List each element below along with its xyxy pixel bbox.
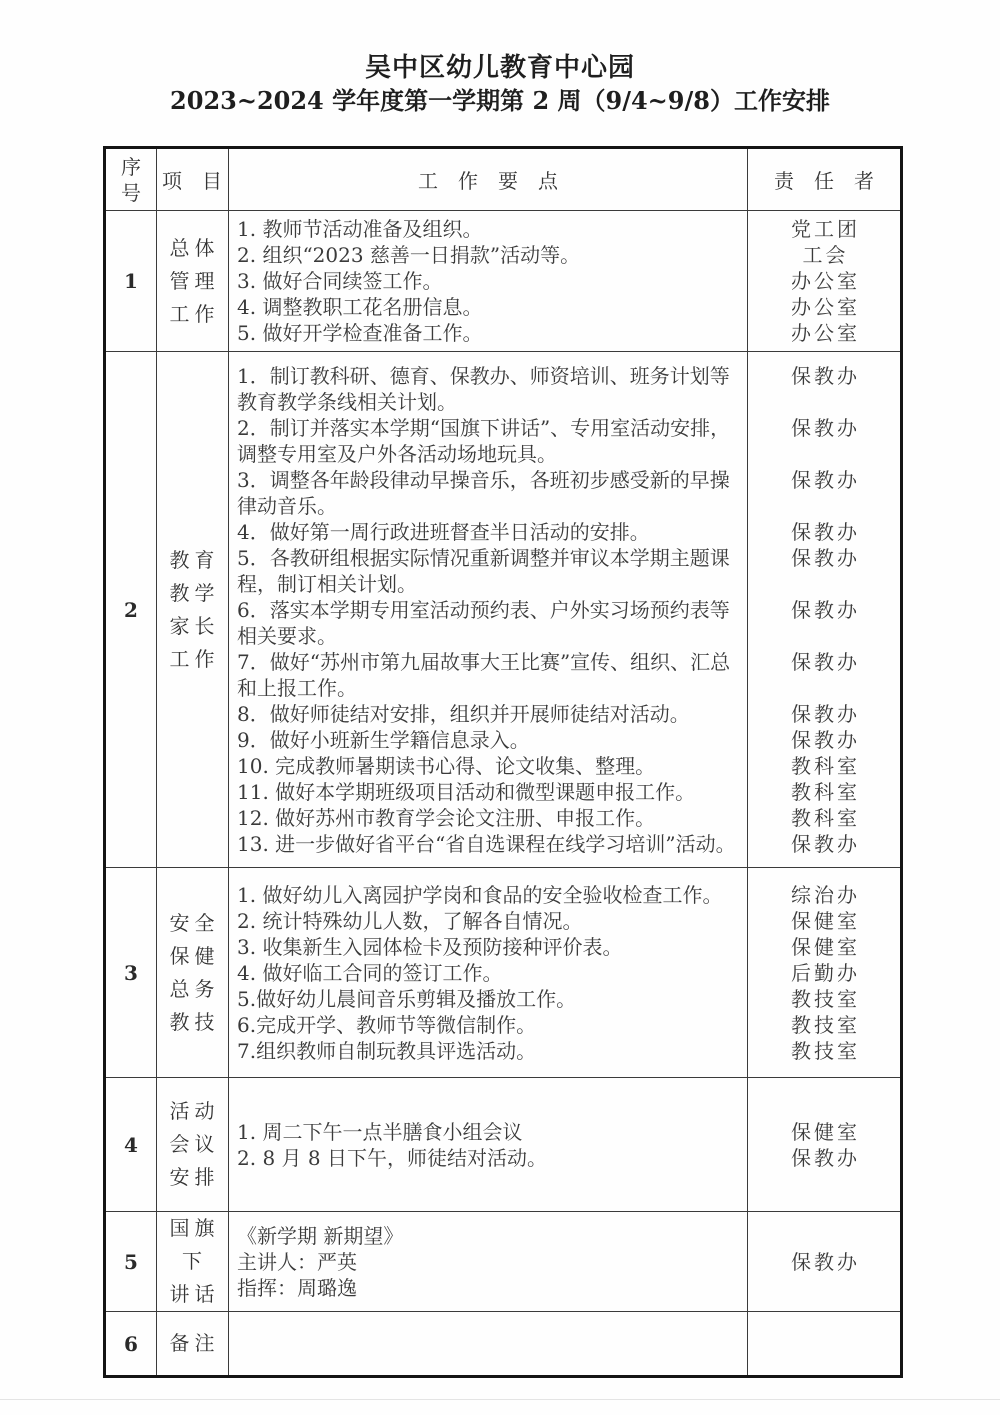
- entries-cell: [228, 1212, 900, 1311]
- table-row: [106, 210, 900, 351]
- work-entry: [228, 216, 900, 242]
- column-divider: [156, 1078, 157, 1211]
- work-entry: [228, 986, 900, 1012]
- project-line: 讲话: [169, 1282, 220, 1306]
- work-entry: [228, 805, 900, 831]
- work-entry: [228, 831, 900, 857]
- work-point-text: 2. 组织“2023 慈善一日捐款”活动等。: [237, 243, 581, 267]
- work-point-text: 7．做好“苏州市第九届故事大王比赛”宣传、组织、汇总和上报工作。: [237, 649, 731, 700]
- entries-cell: [228, 211, 900, 351]
- responsible-label: 保教办: [791, 1249, 860, 1274]
- column-divider: [747, 352, 748, 867]
- responsible-label: 保教办: [791, 1145, 860, 1170]
- project-line: 家长: [169, 613, 220, 638]
- work-point-text: 《新学期 新期望》: [237, 1223, 404, 1248]
- responsible-label: 办公室: [791, 321, 860, 345]
- row-number: 5: [124, 1249, 138, 1274]
- work-entry: [228, 908, 900, 934]
- column-divider: [747, 1212, 748, 1311]
- title-block: [0, 52, 1000, 116]
- responsible-label: 教科室: [791, 753, 860, 778]
- responsible-label: 办公室: [791, 295, 860, 319]
- column-divider: [747, 868, 748, 1077]
- project-line: 教学: [169, 580, 220, 605]
- responsible-label: 保教办: [791, 545, 860, 570]
- header-owner: [748, 149, 900, 210]
- project-line: 下: [182, 1249, 207, 1273]
- work-point-text: 5．各教研组根据实际情况重新调整并审议本学期主题课程，制订相关计划。: [237, 545, 730, 596]
- entries-cell: [228, 352, 900, 867]
- responsible-label: 保健室: [791, 934, 860, 959]
- column-divider: [156, 1312, 157, 1375]
- work-entry: [228, 320, 900, 346]
- responsible-label: 教科室: [791, 805, 860, 830]
- responsible-label: 保教办: [791, 363, 860, 388]
- project-cell: [156, 1312, 228, 1375]
- column-divider: [747, 1312, 748, 1375]
- header-index-label: 序号: [121, 154, 141, 205]
- work-entry: [228, 882, 900, 908]
- project-line: 安全: [169, 910, 220, 935]
- work-entry: [228, 1038, 900, 1064]
- table-row: [106, 351, 900, 867]
- project-line: 管理: [169, 268, 220, 293]
- work-point-text: 2. 统计特殊幼儿人数，了解各自情况。: [237, 908, 583, 933]
- work-entry: [228, 960, 900, 986]
- row-number: 6: [124, 1331, 138, 1356]
- responsible-label: 工会: [802, 243, 849, 267]
- table-body: [106, 210, 900, 1375]
- project-line: 总体: [169, 235, 220, 260]
- project-cell: [156, 352, 228, 867]
- entries-cell: [228, 1312, 900, 1375]
- work-schedule-table: [103, 146, 903, 1378]
- table-row: [106, 867, 900, 1077]
- work-point-text: 3．调整各年龄段律动早操音乐，各班初步感受新的早操律动音乐。: [237, 467, 730, 518]
- project-line: 会议: [169, 1132, 220, 1156]
- responsible-label: 党工团: [791, 217, 860, 241]
- work-entry: [228, 1012, 900, 1038]
- responsible-label: 综治办: [791, 882, 860, 907]
- header-item-label: 项 目: [162, 169, 222, 193]
- work-entry: [228, 242, 900, 268]
- page-title: 吴中区幼儿教育中心园: [364, 53, 635, 83]
- work-point-text: 10. 完成教师暑期读书心得、论文收集、整理。: [237, 753, 656, 778]
- responsible-label: 教技室: [791, 986, 860, 1011]
- work-point-text: 9．做好小班新生学籍信息录入。: [237, 727, 530, 752]
- column-divider: [156, 352, 157, 867]
- work-point-text: 1. 做好幼儿入离园护学岗和食品的安全验收检查工作。: [237, 882, 723, 907]
- work-point-text: 4．做好第一周行政进班督查半日活动的安排。: [237, 519, 650, 544]
- responsible-label: 教技室: [791, 1038, 860, 1063]
- project-cell: [156, 1212, 228, 1311]
- project-line: 备注: [169, 1331, 220, 1355]
- responsible-label: 保教办: [791, 415, 860, 440]
- project-cell: [156, 1078, 228, 1211]
- work-point-text: 4. 做好临工合同的签订工作。: [237, 960, 503, 985]
- work-entry: [228, 934, 900, 960]
- page-edge-line: [0, 1399, 1000, 1400]
- work-point-text: 12. 做好苏州市教育学会论文注册、申报工作。: [237, 805, 656, 830]
- work-point-text: 1．制订教科研、德育、保教办、师资培训、班务计划等教育教学条线相关计划。: [237, 363, 730, 414]
- row-number: 4: [124, 1132, 138, 1157]
- work-entry: [228, 415, 900, 467]
- responsible-label: 办公室: [791, 269, 860, 293]
- work-point-text: 指挥：周璐逸: [237, 1275, 357, 1300]
- work-point-text: 7.组织教师自制玩教具评选活动。: [237, 1038, 537, 1063]
- work-entry: [228, 467, 900, 519]
- responsible-label: 教技室: [791, 1012, 860, 1037]
- work-point-text: 主讲人：严英: [237, 1249, 357, 1274]
- work-entry: [228, 363, 900, 415]
- work-entry: [228, 1275, 900, 1301]
- responsible-label: 保教办: [791, 519, 860, 544]
- column-divider: [747, 1078, 748, 1211]
- project-line: 教技: [169, 1009, 220, 1034]
- work-point-text: 1. 周二下午一点半膳食小组会议: [237, 1119, 523, 1144]
- column-divider: [156, 868, 157, 1077]
- column-divider: [156, 211, 157, 351]
- responsible-label: 保教办: [791, 831, 860, 856]
- work-point-text: 11. 做好本学期班级项目活动和微型课题申报工作。: [237, 779, 696, 804]
- work-entry: [228, 1249, 900, 1275]
- work-point-text: 2. 8 月 8 日下午，师徒结对活动。: [237, 1145, 547, 1170]
- column-divider: [228, 352, 229, 867]
- work-point-text: 6．落实本学期专用室活动预约表、户外实习场预约表等相关要求。: [237, 597, 730, 648]
- header-points: [228, 149, 748, 210]
- work-entry: [228, 727, 900, 753]
- responsible-label: 保教办: [791, 597, 860, 622]
- column-divider: [228, 868, 229, 1077]
- work-point-text: 8．做好师徒结对安排，组织并开展师徒结对活动。: [237, 701, 690, 726]
- work-entry: [228, 1119, 900, 1145]
- project-line: 国旗: [169, 1216, 220, 1240]
- work-point-text: 5. 做好开学检查准备工作。: [237, 321, 483, 345]
- row-number: 1: [124, 269, 138, 293]
- column-divider: [228, 1312, 229, 1375]
- responsible-label: 后勤办: [791, 960, 860, 985]
- table-row: [106, 1077, 900, 1211]
- work-point-text: 6.完成开学、教师节等微信制作。: [237, 1012, 537, 1037]
- work-point-text: 2．制订并落实本学期“国旗下讲话”、专用室活动安排，调整专用室及户外各活动场地玩具。: [237, 415, 731, 466]
- work-entry: [228, 1145, 900, 1171]
- column-divider: [156, 1212, 157, 1311]
- work-point-text: 3. 收集新生入园体检卡及预防接种评价表。: [237, 934, 623, 959]
- entries-cell: [228, 868, 900, 1077]
- responsible-label: 保健室: [791, 908, 860, 933]
- work-entry: [228, 701, 900, 727]
- responsible-label: 保教办: [791, 467, 860, 492]
- work-entry: [228, 519, 900, 545]
- work-point-text: 4. 调整教职工花名册信息。: [237, 295, 483, 319]
- table-header-row: [106, 149, 900, 210]
- header-index: [106, 149, 156, 210]
- header-owner-label: 责 任 者: [774, 169, 874, 193]
- work-entry: [228, 649, 900, 701]
- responsible-label: 保教办: [791, 727, 860, 752]
- header-item: [156, 149, 228, 210]
- project-line: 工作: [169, 301, 220, 326]
- work-entry: [228, 597, 900, 649]
- work-point-text: 5.做好幼儿晨间音乐剪辑及播放工作。: [237, 986, 577, 1011]
- page-subtitle: 2023~2024 学年度第一学期第 2 周（9/4~9/8）工作安排: [170, 86, 830, 115]
- work-entry: [228, 753, 900, 779]
- table-row: [106, 1311, 900, 1375]
- work-entry: [228, 268, 900, 294]
- work-entry: [228, 294, 900, 320]
- work-entry: [228, 779, 900, 805]
- work-point-text: 3. 做好合同续签工作。: [237, 269, 443, 293]
- responsible-label: 保健室: [791, 1119, 860, 1144]
- responsible-label: 保教办: [791, 701, 860, 726]
- project-line: 保健: [169, 943, 220, 968]
- project-cell: [156, 868, 228, 1077]
- row-number: 2: [124, 597, 138, 622]
- project-line: 总务: [169, 976, 220, 1001]
- column-divider: [228, 211, 229, 351]
- row-number: 3: [124, 960, 138, 985]
- work-point-text: 13. 进一步做好省平台“省自选课程在线学习培训”活动。: [237, 831, 736, 856]
- work-point-text: 1. 教师节活动准备及组织。: [237, 217, 483, 241]
- responsible-label: 保教办: [791, 649, 860, 674]
- project-line: 教育: [169, 547, 220, 572]
- project-line: 安排: [169, 1165, 220, 1189]
- project-line: 活动: [169, 1099, 220, 1123]
- responsible-label: 教科室: [791, 779, 860, 804]
- column-divider: [228, 1078, 229, 1211]
- work-entry: [228, 1223, 900, 1249]
- table-row: [106, 1211, 900, 1311]
- column-divider: [228, 1212, 229, 1311]
- project-cell: [156, 211, 228, 351]
- header-points-label: 工 作 要 点: [418, 169, 558, 193]
- column-divider: [747, 211, 748, 351]
- project-line: 工作: [169, 646, 220, 671]
- entries-cell: [228, 1078, 900, 1211]
- work-entry: [228, 545, 900, 597]
